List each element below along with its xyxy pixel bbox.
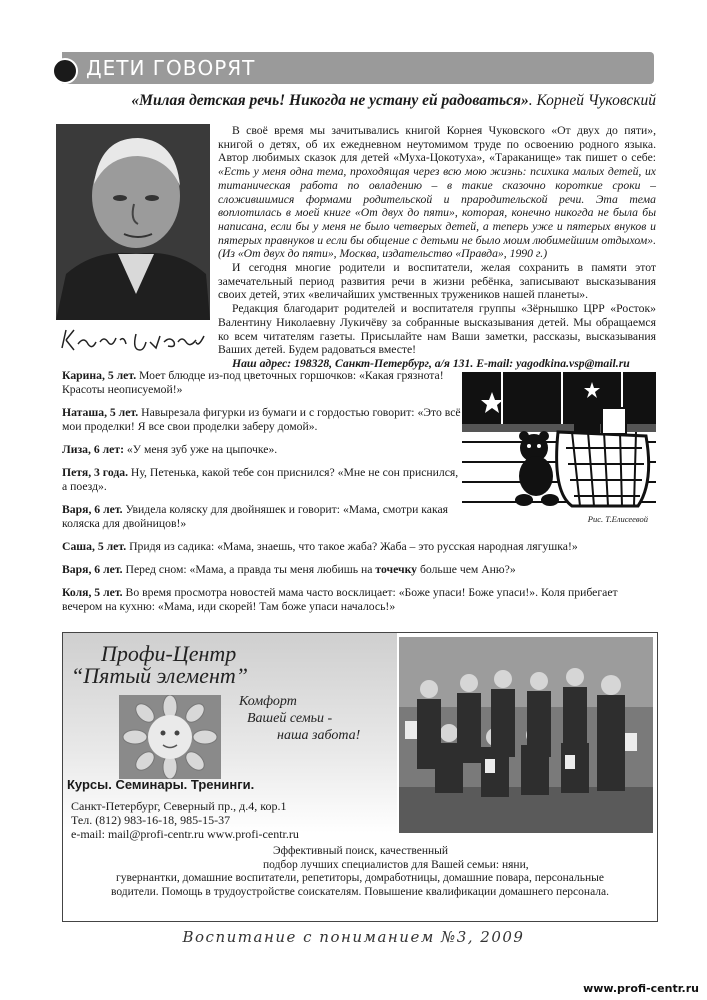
ad-title-line2: “Пятый элемент” [71,663,248,688]
portrait-photo [56,124,210,320]
quote-text: Навырезала фигурки из бумаги и с гордостью говорит: «Это всё мои проделки! Я все свои проделки заберу домой». [62,406,461,433]
services-line1: Эффективный поиск, качественный [273,845,449,857]
ad-contacts [71,799,401,841]
quote-text: «У меня зуб уже на цыпочке». [123,443,278,456]
chukovsky-quote: «Есть у меня одна тема, проходящая через всю мою жизнь: психика малых детей, их титаническая работа по овладению – в такие сказочно короткие сроки – сложившимися формами родительской и прародительской речи. Эта тема воплотилась в моей книге «От двух до пяти», которая, конечно никогда не была бы написана, если бы у меня не было четверых детей, а теперь уже и пятерых внуков и пятерых правнуков и если бы общение с детьми не было моим любимейшим отдыхом». (Из «От двух до пяти», Москва, издательство «Правда», 1990 г.) [218,165,656,261]
quote-item [62,503,462,531]
intro-article [218,124,656,371]
headline-author: . Корней Чуковский [528,92,656,109]
quote-item [62,540,656,554]
quote-text: Увидела коляску для двойняшек и говорит: «Мама, смотри какая коляска для двойницов!» [62,503,449,530]
slogan-line1: Комфорт [239,694,297,709]
editorial-address: Наш адрес: 198328, Санкт-Петербург, а/я 131. E-mail: yagodkina.vsp@mail.ru [232,356,630,370]
services-line2: подбор лучших специалистов для Вашей семьи: няни, [263,858,529,871]
slogan-line2: Вашей семьи - [247,711,333,726]
quote-text: Во время просмотра новостей мама часто восклицает: «Боже упаси! Боже упаси!». Коля прибегает вечером на кухню: «Мама, иди скорей! Там боже упаси началось!» [62,586,618,613]
quote-text: Придя из садика: «Мама, знаешь, что такое жаба? Жаба – это русская народная лягушка!» [126,540,578,553]
quote-speaker: Петя, 3 года. [62,466,128,479]
advertisement [62,632,658,922]
quote-item [62,586,656,614]
section-title: ДЕТИ ГОВОРЯТ [86,56,256,80]
ad-slogan [229,693,409,744]
intro-paragraph-2: И сегодня многие родители и воспитатели, желая сохранить в памяти этот замечательный период развития речи в жизни ребёнка, записывают высказывания своих детей, этих «величайших умственных тружеников нашей планеты». [218,261,656,302]
headline [62,91,656,111]
intro-p1-text: В своё время мы зачитывались книгой Корнея Чуковского «От двух до пяти», книгой о детях, об их ежедневном неутомимом труде по освоению родного языка. Автор любимых сказок для детей «Муха-Цокотуха», «Тараканище» так пишет о себе: [218,124,656,165]
ad-title-line1: Профи-Центр [101,641,237,666]
quote-speaker: Наташа, 5 лет. [62,406,139,419]
intro-paragraph-3: Редакция благодарит родителей и воспитателя группы «Зёрнышко ЦРР «Росток» Валентину Николаевну Лукичёву за собранные высказывания детей. Мы обращаемся ко всем читателям газеты. Присылайте нам Ваши заметки, рассказы, высказывания Ваших детей. Будем радоваться вместе! [218,302,656,357]
quote-speaker: Коля, 5 лет. [62,586,123,599]
quote-speaker: Саша, 5 лет. [62,540,127,553]
services-line4: водители. Помощь в трудоустройстве соискателям. Повышение квалификации домашнего персонала. [111,885,609,898]
quote-text: Перед сном: «Мама, а правда ты меня любишь на [122,563,376,576]
quote-speaker: Лиза, 6 лет: [62,443,124,456]
illustration-caption: Рис. Т.Елисеевой [587,514,648,524]
quote-item [62,369,462,397]
quote-speaker: Варя, 6 лет. [62,563,123,576]
quote-text: Моет блюдце из-под цветочных горшочков: «Какая грязнота! Красоты неописуемой!» [62,369,444,396]
ad-address: Санкт-Петербург, Северный пр., д.4, кор.1 [71,799,287,813]
quote-text: Ну, Петенька, какой тебе сон приснился? «Мне не сон приснился, а поезд». [62,466,459,493]
website-url[interactable]: www.profi-centr.ru [583,982,699,995]
ad-courses: Курсы. Семинары. Тренинги. [67,777,255,792]
author-signature [56,320,210,360]
portrait-image [56,124,210,320]
quote-emphasis: точечку [375,563,418,576]
teddy-bear-illustration [462,372,656,508]
section-bullet-icon [52,58,78,84]
headline-quote: «Милая детская речь! Никогда не устану ей радоваться» [131,92,529,109]
quote-speaker: Карина, 5 лет. [62,369,137,382]
quote-item [62,563,656,577]
slogan-line3: наша забота! [277,728,361,743]
services-line3: гувернантки, домашние воспитатели, репетиторы, домработницы, домашние повара, персональные [116,872,604,884]
ad-services [73,845,647,899]
flower-baby-icon [119,695,221,779]
quote-item [62,443,462,457]
quote-text-end: больше чем Аню?» [417,563,516,576]
quote-speaker: Варя, 6 лет. [62,503,123,516]
ad-email-web[interactable]: e-mail: mail@profi-centr.ru www.profi-centr.ru [71,827,299,841]
ad-phone: Тел. (812) 983-16-18, 985-15-37 [71,813,231,827]
quote-item [62,406,462,434]
issue-footer: Воспитание с пониманием №3, 2009 [182,928,525,946]
group-photo [399,637,653,833]
quote-item [62,466,462,494]
intro-paragraph-1 [218,124,656,261]
